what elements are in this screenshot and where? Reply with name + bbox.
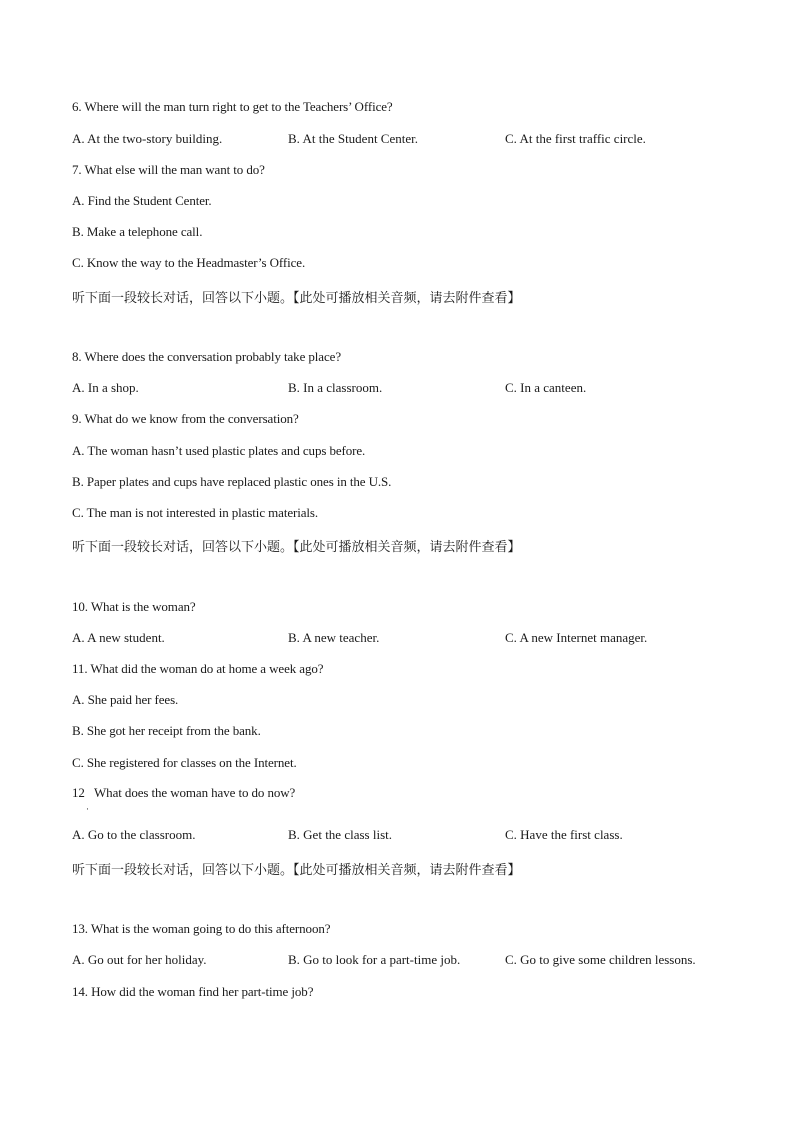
- listening-instruction: 听下面一段较长对话，回答以下小题。【此处可播放相关音频，请去附件查看】: [72, 540, 521, 555]
- question-10: 10. What is the woman?: [72, 599, 196, 614]
- question-6: 6. Where will the man turn right to get to the Teachers’ Office?: [72, 99, 393, 114]
- question-7: 7. What else will the man want to do?: [72, 162, 265, 177]
- option-b: B. She got her receipt from the bank.: [72, 723, 261, 738]
- option-c: C. The man is not interested in plastic materials.: [72, 505, 319, 520]
- option-a: A. In a shop.: [72, 380, 139, 395]
- option-c: C. A new Internet manager.: [505, 630, 648, 645]
- option-b: B. A new teacher.: [288, 630, 380, 645]
- option-c: C. She registered for classes on the Internet.: [72, 755, 297, 770]
- option-a: A. Go to the classroom.: [72, 827, 196, 842]
- option-c: C. Go to give some children lessons.: [505, 952, 696, 967]
- option-b: B. In a classroom.: [288, 380, 383, 395]
- question-12-mark: ·: [86, 804, 89, 814]
- question-9: 9. What do we know from the conversation?: [72, 411, 299, 426]
- option-a: A. A new student.: [72, 630, 165, 645]
- option-c: C. Have the first class.: [505, 827, 623, 842]
- options-13: [0, 952, 794, 970]
- option-b: B. Paper plates and cups have replaced plastic ones in the U.S.: [72, 474, 392, 489]
- question-13: 13. What is the woman going to do this afternoon?: [72, 921, 331, 936]
- question-12: 12 What does the woman have to do now?: [72, 785, 296, 800]
- options-12: [0, 827, 794, 845]
- listening-instruction: 听下面一段较长对话，回答以下小题。【此处可播放相关音频，请去附件查看】: [72, 863, 521, 878]
- question-14: 14. How did the woman find her part-time job?: [72, 984, 314, 999]
- option-b: B. Go to look for a part-time job.: [288, 952, 461, 967]
- listening-instruction: 听下面一段较长对话，回答以下小题。【此处可播放相关音频，请去附件查看】: [72, 291, 521, 306]
- options-8: [0, 380, 794, 398]
- option-a: A. Go out for her holiday.: [72, 952, 207, 967]
- option-a: A. At the two-story building.: [72, 131, 223, 146]
- option-c: C. In a canteen.: [505, 380, 587, 395]
- option-a: A. She paid her fees.: [72, 692, 179, 707]
- option-b: B. At the Student Center.: [288, 131, 418, 146]
- option-b: B. Get the class list.: [288, 827, 392, 842]
- question-8: 8. Where does the conversation probably take place?: [72, 349, 341, 364]
- option-a: A. The woman hasn’t used plastic plates and cups before.: [72, 443, 366, 458]
- option-a: A. Find the Student Center.: [72, 193, 212, 208]
- option-c: C. At the first traffic circle.: [505, 131, 646, 146]
- options-10: [0, 630, 794, 648]
- options-6: [0, 131, 794, 149]
- option-b: B. Make a telephone call.: [72, 224, 203, 239]
- option-c: C. Know the way to the Headmaster’s Office.: [72, 255, 306, 270]
- question-11: 11. What did the woman do at home a week ago?: [72, 661, 324, 676]
